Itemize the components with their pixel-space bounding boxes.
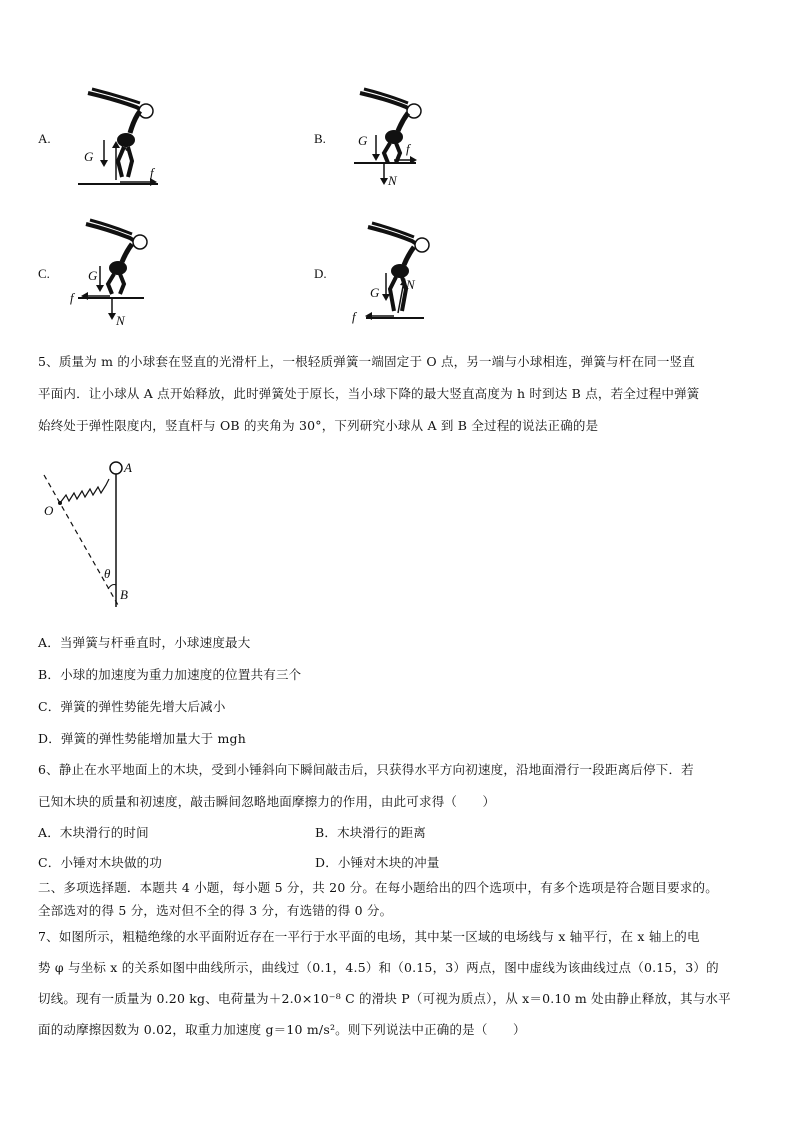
q6-option-a: A．木块滑行的时间: [38, 825, 149, 840]
q5-figure-spring-rod: [38, 455, 158, 615]
point-a-label: A: [124, 460, 132, 475]
figure-label: G: [358, 133, 368, 148]
figure-label: N: [388, 173, 397, 188]
section2-line-1: 二、多项选择题．本题共 4 小题，每小题 5 分，共 20 分。在每小题给出的四个选项中，有多个选项是符合题目要求的。: [38, 880, 718, 895]
q5-stem-line-3: 始终处于弹性限度内，竖直杆与 OB 的夹角为 30°，下列研究小球从 A 到 B 全过程的说法正确的是: [38, 418, 599, 433]
figure-diver-d: [348, 215, 448, 330]
figure-label: N: [406, 277, 415, 292]
figure-label: G: [88, 268, 98, 283]
figure-label: N: [116, 313, 125, 328]
q5-option-b: B．小球的加速度为重力加速度的位置共有三个: [38, 667, 302, 682]
force-n-label: N: [120, 139, 129, 154]
q7-stem-line-3: 切线。现有一质量为 0.20 kg、电荷量为＋2.0×10⁻⁸ C 的滑块 P（可视为质点），从 x＝0.10 m 处由静止释放，其与水平: [38, 991, 731, 1006]
figure-diver-b: [350, 85, 450, 190]
q6-option-d: D．小锤对木块的冲量: [315, 855, 440, 870]
q7-stem-line-2: 势 φ 与坐标 x 的关系如图中曲线所示，曲线过（0.1，4.5）和（0.15，3）两点，图中虚线为该曲线过点（0.15，3）的: [38, 960, 719, 975]
q6-option-c: C．小锤对木块做的功: [38, 855, 163, 870]
section2-line-2: 全部选对的得 5 分，选对但不全的得 3 分，有选错的得 0 分。: [38, 903, 393, 918]
point-b-label: B: [120, 587, 128, 602]
option-a-label: A.: [38, 131, 51, 146]
point-o-label: O: [44, 503, 54, 518]
figure-diver-a: [74, 85, 174, 190]
q6-stem-line-1: 6、静止在水平地面上的木块，受到小锤斜向下瞬间敲击后，只获得水平方向初速度，沿地面滑行一段距离后停下．若: [38, 762, 694, 777]
q7-stem-line-4: 面的动摩擦因数为 0.02，取重力加速度 g＝10 m/s²。则下列说法中正确的是（ ）: [38, 1022, 526, 1037]
q5-stem-line-2: 平面内．让小球从 A 点开始释放，此时弹簧处于原长，当小球下降的最大竖直高度为 h 时到达 B 点，若全过程中弹簧: [38, 386, 700, 401]
option-d-label: D.: [314, 266, 327, 281]
q5-option-c: C．弹簧的弹性势能先增大后减小: [38, 699, 226, 714]
figure-label: f: [70, 290, 74, 305]
q5-stem-line-1: 5、质量为 m 的小球套在竖直的光滑杆上，一根轻质弹簧一端固定于 O 点，另一端与小球相连，弹簧与杆在同一竖直: [38, 354, 695, 369]
figure-label: G: [370, 285, 380, 300]
q5-option-a: A．当弹簧与杆垂直时，小球速度最大: [38, 635, 251, 650]
force-f-label: f: [150, 165, 154, 180]
angle-theta-label: θ: [104, 566, 111, 581]
figure-label: f: [406, 141, 410, 156]
figure-label: f: [352, 309, 356, 324]
figure-diver-c: [68, 210, 168, 335]
option-c-label: C.: [38, 266, 50, 281]
q6-option-b: B．木块滑行的距离: [315, 825, 426, 840]
q7-stem-line-1: 7、如图所示，粗糙绝缘的水平面附近存在一平行于水平面的电场，其中某一区域的电场线与 x 轴平行，在 x 轴上的电: [38, 929, 700, 944]
force-g-label: G: [84, 149, 94, 164]
q6-stem-line-2: 已知木块的质量和初速度，敲击瞬间忽略地面摩擦力的作用，由此可求得（ ）: [38, 794, 496, 809]
q5-option-d: D．弹簧的弹性势能增加量大于 mgh: [38, 731, 247, 746]
option-b-label: B.: [314, 131, 326, 146]
